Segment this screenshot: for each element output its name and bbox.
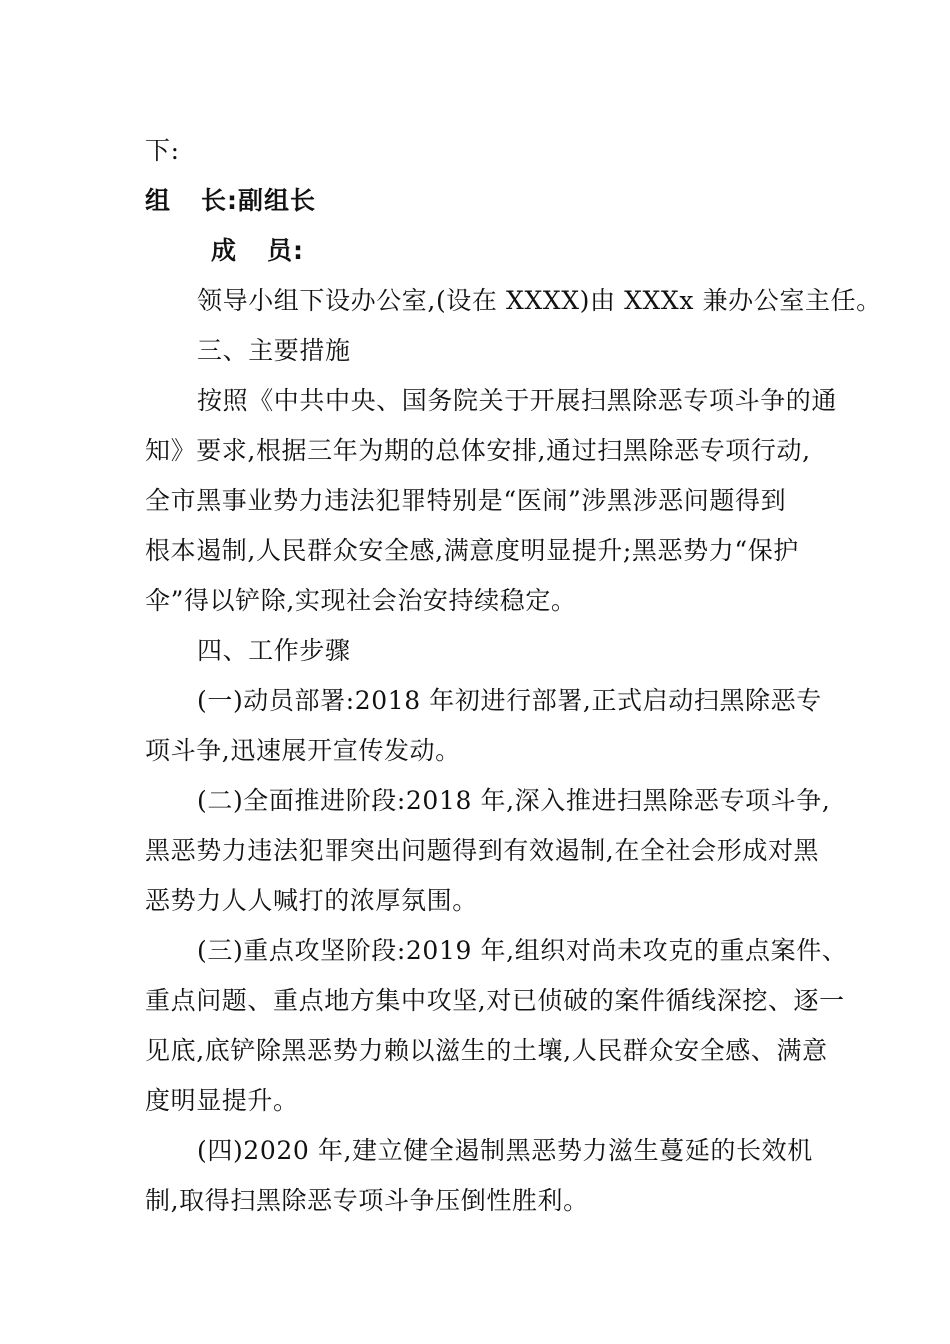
step3-line-2: 重点问题、重点地方集中攻坚,对已侦破的案件循线深挖、逐一 [145,986,845,1015]
step3-line-1: (三)重点攻坚阶段:2019 年,组织对尚未攻克的重点案件、 [197,936,848,965]
section3-line-2: 知》要求,根据三年为期的总体安排,通过扫黑除恶专项行动, [145,436,811,465]
step4-line-2: 制,取得扫黑除恶专项斗争压倒性胜利。 [145,1186,589,1215]
section3-line-5: 伞”得以铲除,实现社会治安持续稳定。 [145,586,577,615]
step1-line-1: (一)动员部署:2018 年初进行部署,正式启动扫黑除恶专 [197,686,822,715]
leaders-label-a: 组 [145,186,172,215]
members-label-a: 成 [211,236,238,265]
section3-line-3: 全市黑事业势力违法犯罪特别是“医闹”涉黑涉恶问题得到 [145,486,787,515]
leaders-label-b: 长:副组长 [201,186,317,215]
step2-line-2: 黑恶势力违法犯罪突出问题得到有效遏制,在全社会形成对黑 [145,836,820,865]
leaders-line [145,186,316,216]
step4-line-1: (四)2020 年,建立健全遏制黑恶势力滋生蔓延的长效机 [197,1136,813,1165]
step3-line-4: 度明显提升。 [145,1086,299,1115]
office-line: 领导小组下设办公室,(设在 XXXX)由 XXXx 兼办公室主任。 [197,286,882,315]
members-line [211,236,304,266]
step2-line-3: 恶势力人人喊打的浓厚氛围。 [145,886,478,915]
section4-title: 四、工作步骤 [197,636,351,665]
section3-line-1: 按照《中共中央、国务院关于开展扫黑除恶专项斗争的通 [197,386,838,415]
section3-line-4: 根本遏制,人民群众安全感,满意度明显提升;黑恶势力“保护 [145,536,799,565]
step1-line-2: 项斗争,迅速展开宣传发动。 [145,736,461,765]
step2-line-1: (二)全面推进阶段:2018 年,深入推进扫黑除恶专项斗争, [197,786,831,815]
members-label-b: 员: [267,236,305,265]
continuation-text: 下: [145,136,180,165]
section3-title: 三、主要措施 [197,336,351,365]
step3-line-3: 见底,底铲除黑恶势力赖以滋生的土壤,人民群众安全感、满意 [145,1036,828,1065]
